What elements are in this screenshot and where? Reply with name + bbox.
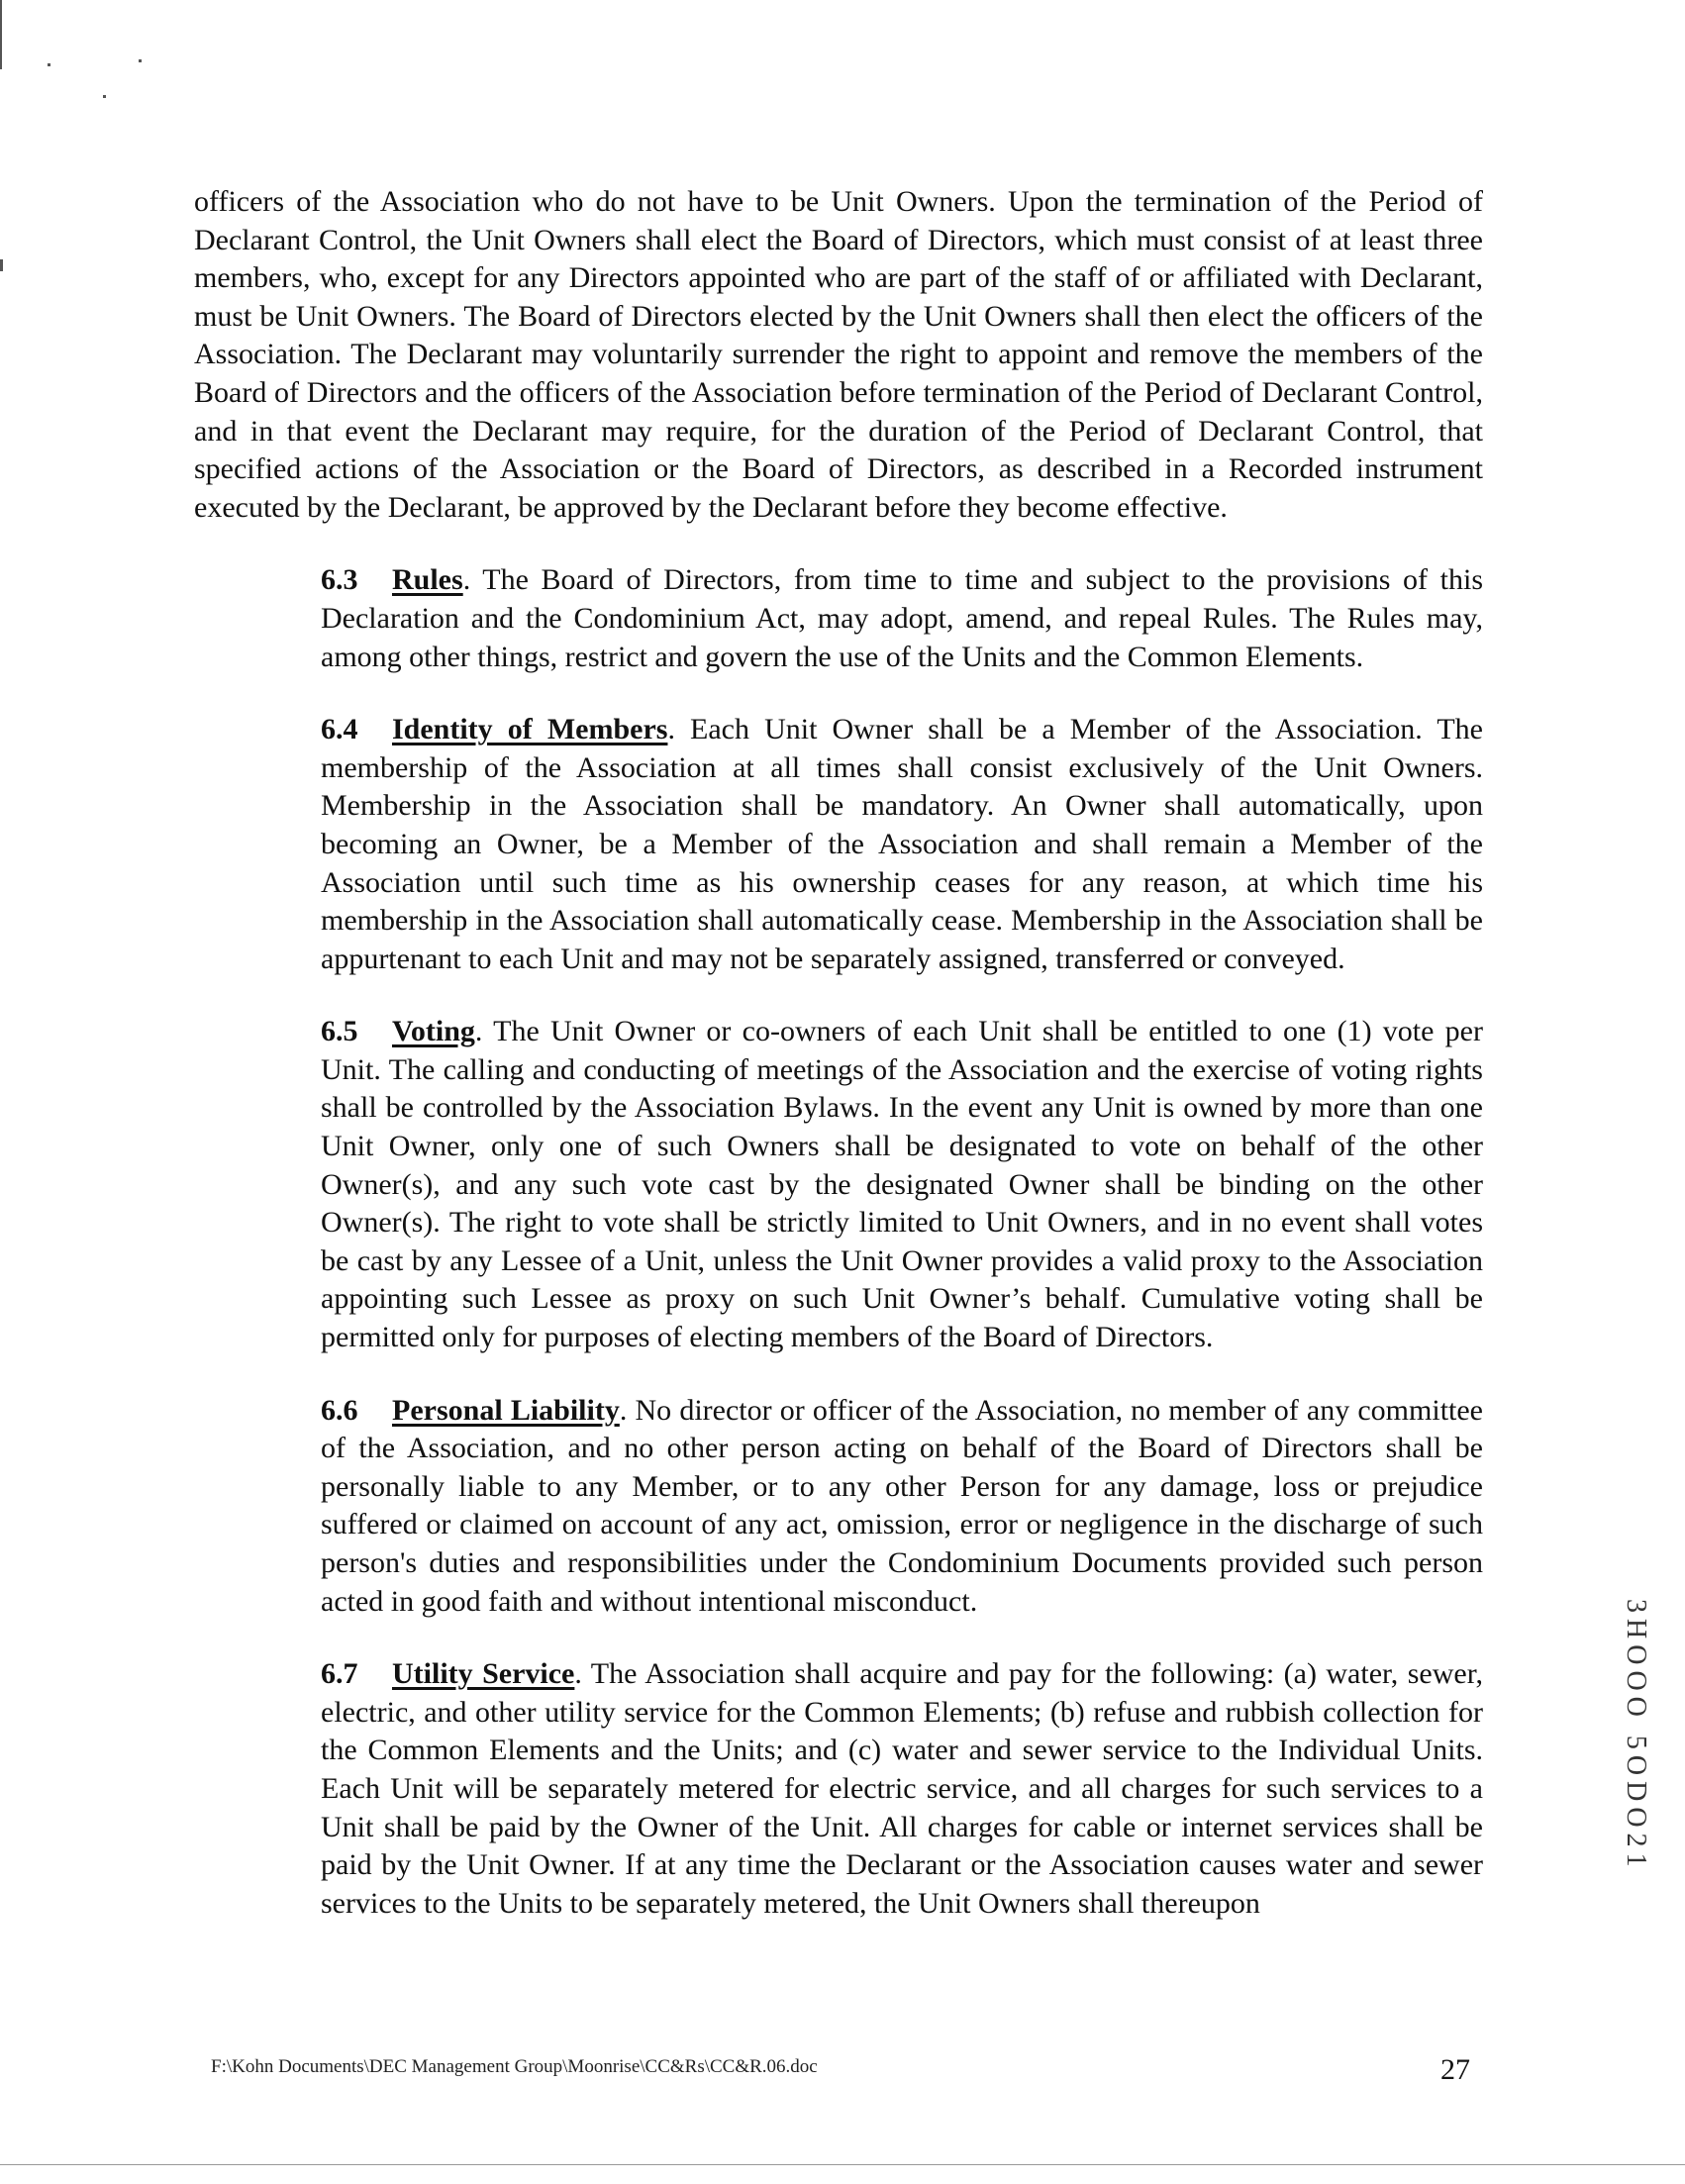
section-heading: Utility Service	[392, 1657, 575, 1691]
section-6-7	[194, 1655, 1483, 1923]
scan-edge-mark	[0, 0, 2, 69]
section-number: 6.3	[321, 563, 358, 597]
section-heading: Rules	[392, 563, 463, 597]
scan-speck	[103, 95, 106, 98]
section-number: 6.6	[321, 1393, 358, 1427]
section-text: . No director or officer of the Association, no member of any committee of the Association, and no other person acting on behalf of the Board of Directors shall be personally liable to any Member, or to any other Person for any damage, loss or prejudice suffered or claimed on account of any act, omission, error or negligence in the discharge of such person's duties and responsibilities under the Condominium Documents provided such person acted in good faith and without intentional misconduct.	[321, 1393, 1483, 1618]
scan-edge-mark	[0, 259, 3, 271]
recording-stamp: 3HOOO 5ODO21	[1621, 1599, 1651, 1873]
footer-file-path: F:\Kohn Documents\DEC Management Group\Moonrise\CC&Rs\CC&R.06.doc	[211, 2056, 818, 2077]
scan-bottom-line	[0, 2164, 1685, 2165]
section-heading: Identity of Members	[392, 713, 668, 746]
scan-speck	[139, 59, 142, 62]
section-heading: Voting	[392, 1015, 475, 1048]
section-6-6	[194, 1392, 1483, 1622]
section-text: . The Unit Owner or co-owners of each Unit shall be entitled to one (1) vote per Unit. The calling and conducting of meetings of the Association and the exercise of voting rights shall be controlled by the Association Bylaws. In the event any Unit is owned by more than one Unit Owner, only one of such Owners shall be designated to vote on behalf of the other Owner(s), and any such vote cast by the designated Owner shall be binding on the other Owner(s). The right to vote shall be strictly limited to Unit Owners, and in no event shall votes be cast by any Lessee of a Unit, unless the Unit Owner provides a valid proxy to the Association appointing such Lessee as proxy on such Unit Owner’s behalf. Cumulative voting shall be permitted only for purposes of electing members of the Board of Directors.	[321, 1015, 1483, 1354]
section-number: 6.7	[321, 1657, 358, 1691]
intro-paragraph: officers of the Association who do not have to be Unit Owners. Upon the termination of the Period of Declarant Control, the Unit Owners shall elect the Board of Directors, which must consist of at least three members, who, except for any Directors appointed who are part of the staff of or affiliated with Declarant, must be Unit Owners. The Board of Directors elected by the Unit Owners shall then elect the officers of the Association. The Declarant may voluntarily surrender the right to appoint and remove the members of the Board of Directors and the officers of the Association before termination of the Period of Declarant Control, and in that event the Declarant may require, for the duration of the Period of Declarant Control, that specified actions of the Association or the Board of Directors, as described in a Recorded instrument executed by the Declarant, be approved by the Declarant before they become effective.	[194, 185, 1483, 524]
page-number: 27	[1440, 2053, 1470, 2086]
scan-speck	[48, 63, 50, 66]
section-6-4	[194, 711, 1483, 978]
section-text: . The Association shall acquire and pay for the following: (a) water, sewer, electric, and other utility service for the Common Elements; (b) refuse and rubbish collection for the Common Elements and the Units; and (c) water and sewer service to the Individual Units. Each Unit will be separately metered for electric service, and all charges for such services to a Unit shall be paid by the Owner of the Unit. All charges for cable or internet services shall be paid by the Unit Owner. If at any time the Declarant or the Association causes water and sewer services to the Units to be separately metered, the Unit Owners shall thereupon	[321, 1657, 1483, 1920]
section-number: 6.5	[321, 1015, 358, 1048]
document-body	[194, 183, 1483, 1957]
section-number: 6.4	[321, 713, 358, 746]
section-text: . The Board of Directors, from time to time and subject to the provisions of this Declaration and the Condominium Act, may adopt, amend, and repeal Rules. The Rules may, among other things, restrict and govern the use of the Units and the Common Elements.	[321, 563, 1483, 673]
section-heading: Personal Liability	[392, 1393, 620, 1427]
section-6-5	[194, 1013, 1483, 1356]
section-6-3	[194, 561, 1483, 676]
section-text: . Each Unit Owner shall be a Member of the Association. The membership of the Association at all times shall consist exclusively of the Unit Owners. Membership in the Association shall be mandatory. An Owner shall automatically, upon becoming an Owner, be a Member of the Association and shall remain a Member of the Association until such time as his ownership ceases for any reason, at which time his membership in the Association shall automatically cease. Membership in the Association shall be appurtenant to each Unit and may not be separately assigned, transferred or conveyed.	[321, 713, 1483, 975]
